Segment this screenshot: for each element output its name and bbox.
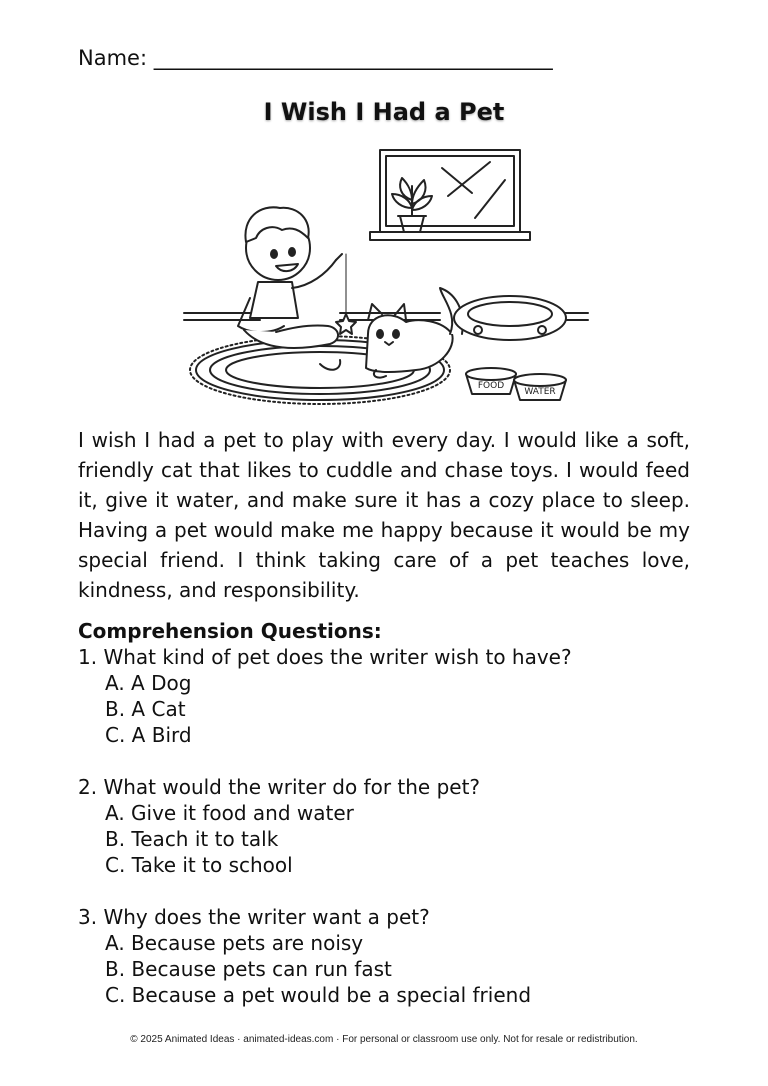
boy-playing-with-cat-illustration — [180, 138, 590, 420]
question-2: 2. What would the writer do for the pet? — [78, 775, 481, 799]
question-2-option-a[interactable]: A. Give it food and water — [105, 801, 354, 825]
comprehension-questions — [78, 618, 698, 1008]
reading-passage: I wish I had a pet to play with every day. I would like a soft, friendly cat that likes to cuddle and chase toys. I would feed it, give it water, and make sure it has a cozy place to sleep. Having a pet would make me happy because it would be my special friend. I think taking care of a pet teaches love, kindness, and responsibility. — [78, 428, 690, 602]
spacer — [78, 748, 698, 774]
page-title: I Wish I Had a Pet — [263, 98, 505, 126]
question-3: 3. Why does the writer want a pet? — [78, 905, 430, 929]
food-bowl — [466, 368, 516, 394]
food-bowl-label: FOOD — [477, 381, 505, 391]
question-2-option-b[interactable]: B. Teach it to talk — [105, 827, 279, 851]
question-3-option-a[interactable]: A. Because pets are noisy — [105, 931, 364, 955]
cat — [366, 288, 463, 378]
question-1-option-c[interactable]: C. A Bird — [105, 723, 192, 747]
name-field[interactable]: Name: ______________________________________ — [78, 46, 553, 70]
question-3-option-c[interactable]: C. Because a pet would be a special friend — [105, 983, 532, 1007]
question-1: 1. What kind of pet does the writer wish to have? — [78, 645, 572, 669]
question-1-option-b[interactable]: B. A Cat — [105, 697, 186, 721]
pet-bed — [454, 296, 566, 340]
question-2-option-c[interactable]: C. Take it to school — [105, 853, 293, 877]
spacer — [78, 878, 698, 904]
potted-plant — [392, 178, 432, 232]
question-3-option-b[interactable]: B. Because pets can run fast — [105, 957, 392, 981]
copyright-footer: © 2025 Animated Ideas · animated-ideas.com · For personal or classroom use only. Not for resale or redistribution. — [130, 1034, 638, 1045]
questions-heading: Comprehension Questions: — [78, 619, 382, 643]
question-1-option-a[interactable]: A. A Dog — [105, 671, 192, 695]
water-bowl — [514, 374, 566, 400]
water-bowl-label: WATER — [524, 387, 556, 397]
